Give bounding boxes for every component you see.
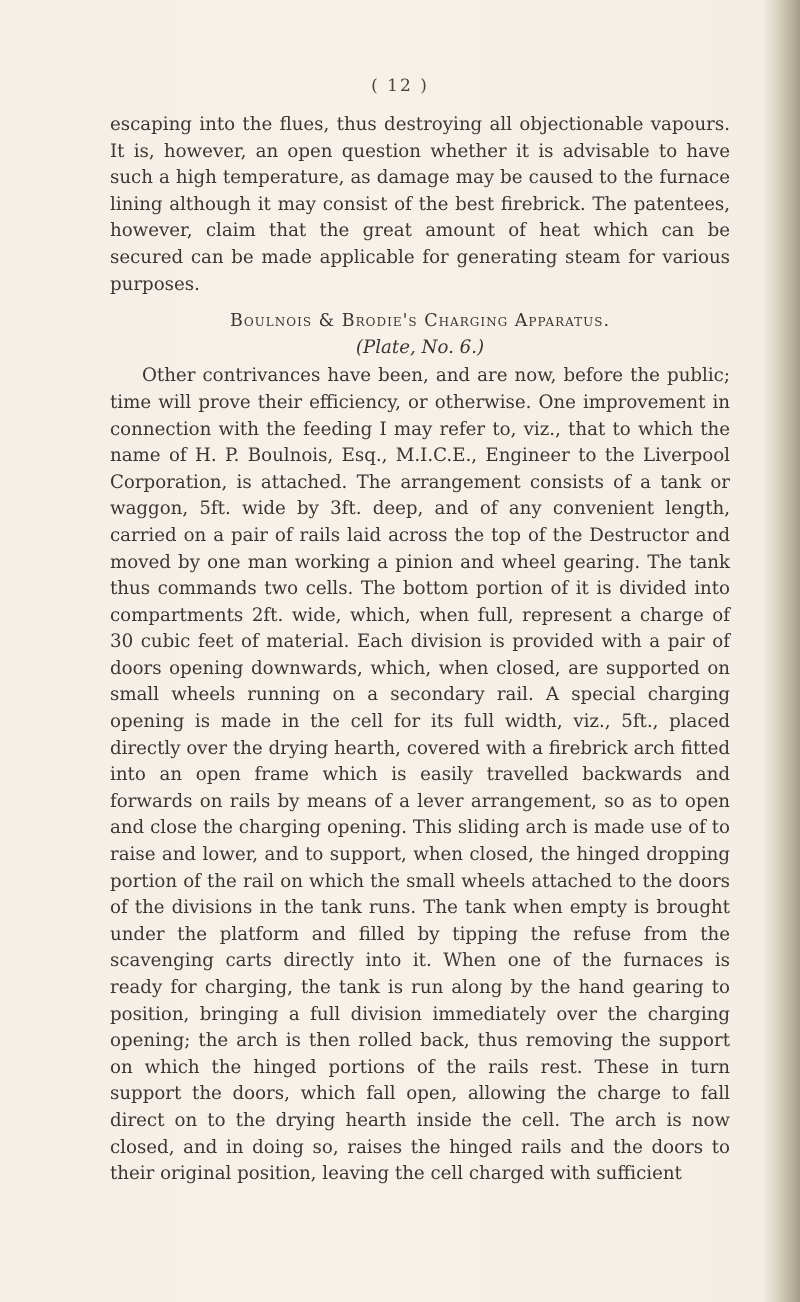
body-text <box>110 112 730 1188</box>
paragraph-continuation: escaping into the flues, thus destroying all objectionable vapours. It is, however, an open question whether it is advisable to have such a high temperature, as damage may be caused to the furnace lining although it may consist of the best firebrick. The patentees, however, claim that the great amount of heat which can be secured can be made applicable for generating steam for various purposes. <box>110 114 730 295</box>
section-heading: Boulnois & Brodie's Charging Apparatus. <box>229 311 611 332</box>
page-number: ( 12 ) <box>371 76 429 96</box>
plate-reference: (Plate, No. 6.) <box>355 336 485 358</box>
paragraph-main: Other contrivances have been, and are now, before the public; time will prove their efficiency, or otherwise. One improvement in connection with the feeding I may refer to, viz., that to which the name of H. P. Boulnois, Esq., M.I.C.E., Engineer to the Liverpool Corporation, is attached. The arrangement consists of a tank or waggon, 5ft. wide by 3ft. deep, and of any convenient length, carried on a pair of rails laid across the top of the Destructor and moved by one man working a pinion and wheel gearing. The tank thus commands two cells. The bottom portion of it is divided into compartments 2ft. wide, which, when full, represent a charge of 30 cubic feet of material. Each division is provided with a pair of doors opening downwards, which, when closed, are supported on small wheels running on a secondary rail. A special charging opening is made in the cell for its full width, viz., 5ft., placed directly over the drying hearth, covered with a firebrick arch fitted into an open frame which is easily travelled backwards and forwards on rails by means of a lever arrangement, so as to open and close the charging opening. This sliding arch is made use of to raise and lower, and to support, when closed, the hinged dropping portion of the rail on which the small wheels attached to the doors of the divisions in the tank runs. The tank when empty is brought under the platform and filled by tipping the refuse from the scavenging carts directly into it. When one of the furnaces is ready for charging, the tank is run along by the hand gearing to position, bringing a full division immediately over the charging opening; the arch is then rolled back, thus removing the support on which the hinged portions of the rails rest. These in turn support the doors, which fall open, allowing the charge to fall direct on to the drying hearth inside the cell. The arch is now closed, and in doing so, raises the hinged rails and the doors to their original position, leaving the cell charged with sufficient <box>110 365 730 1185</box>
page-edge-shadow <box>762 0 800 1302</box>
